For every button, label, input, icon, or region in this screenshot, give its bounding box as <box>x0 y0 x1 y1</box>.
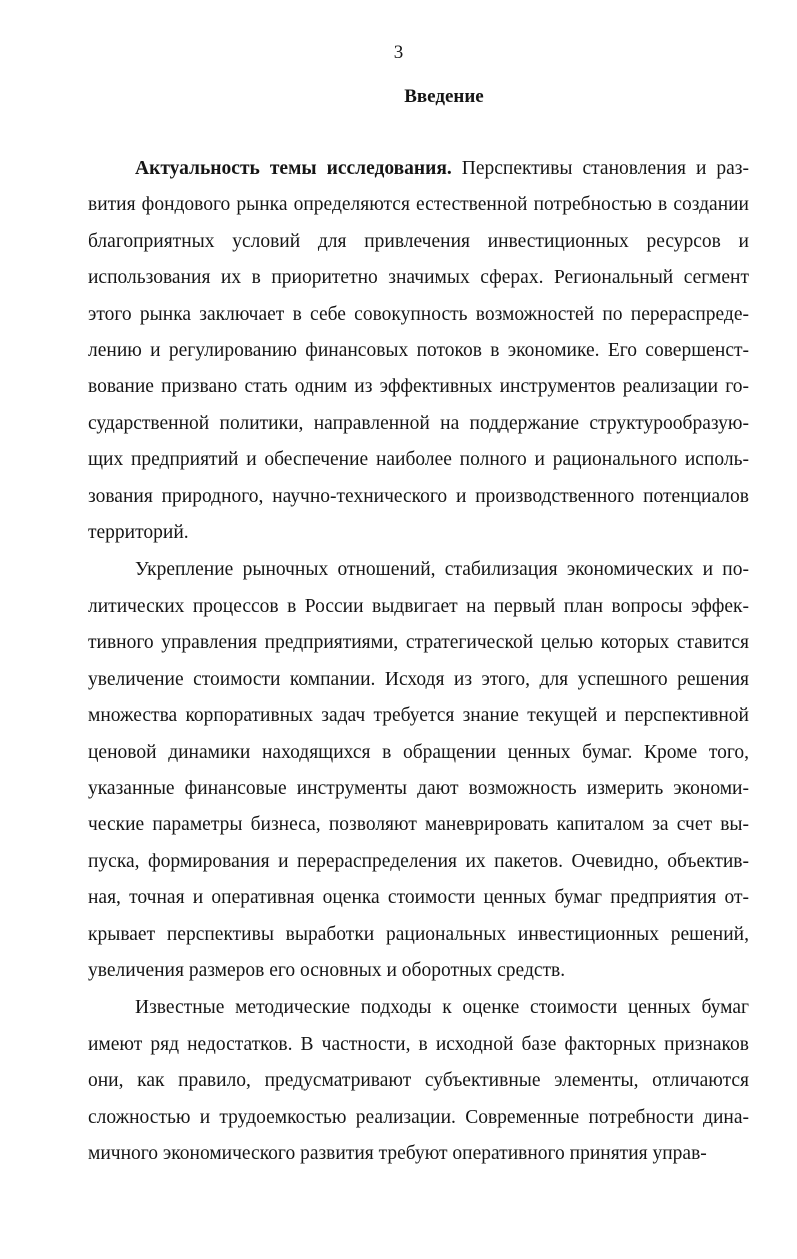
body-text <box>88 151 749 1172</box>
page-number: 3 <box>393 42 404 63</box>
paragraph-text: Укрепление рыночных отношений, стабилизация экономических и политических процессов в России выдвигает на первый план вопросы эффективного управления предприятиями, стратегической целью которых ставится увеличение стоимости компании. Исходя из этого, для успешного решения множества корпоративных задач требуется знание текущей и перспективной ценовой динамики находящихся в обращении ценных бумаг. Кроме того, указанные финансовые инструменты дают возможность измерить экономические параметры бизнеса, позволяют маневрировать капиталом за счет выпуска, формирования и перераспределения их пакетов. Очевидно, объективная, точная и оперативная оценка стоимости ценных бумаг предприятия открывает перспективы выработки рациональных инвестиционных решений, увеличения размеров его основных и оборотных средств. <box>88 559 749 981</box>
paragraph-text: Известные методические подходы к оценке стоимости ценных бумаг имеют ряд недостатков. В частности, в исходной базе факторных признаков они, как правило, предусматривают субъективные элементы, отличаются сложностью и трудоемкостью реализации. Современные потребности динамичного экономического развития требуют оперативного принятия управ- <box>88 997 749 1164</box>
section-title: Введение <box>404 86 484 107</box>
paragraph-lead: Актуальность темы исследования. <box>135 158 452 179</box>
paragraph-relevance <box>88 151 749 551</box>
paragraph-market-relations <box>88 552 749 989</box>
paragraph-methodology <box>88 990 749 1172</box>
paragraph-text: Перспективы становления и развития фондового рынка определяются естественной потребностью в создании благоприятных условий для привлечения инвестиционных ресурсов и использования их в приоритетно значимых сферах. Региональный сегмент этого рынка заключает в себе совокупность возможностей по перераспределению и регулированию финансовых потоков в экономике. Его совершенствование призвано стать одним из эффективных инструментов реализации государственной политики, направленной на поддержание структурообразующих предприятий и обеспечение наиболее полного и рационального использования природного, научно-технического и производственного потенциалов территорий. <box>88 158 749 544</box>
